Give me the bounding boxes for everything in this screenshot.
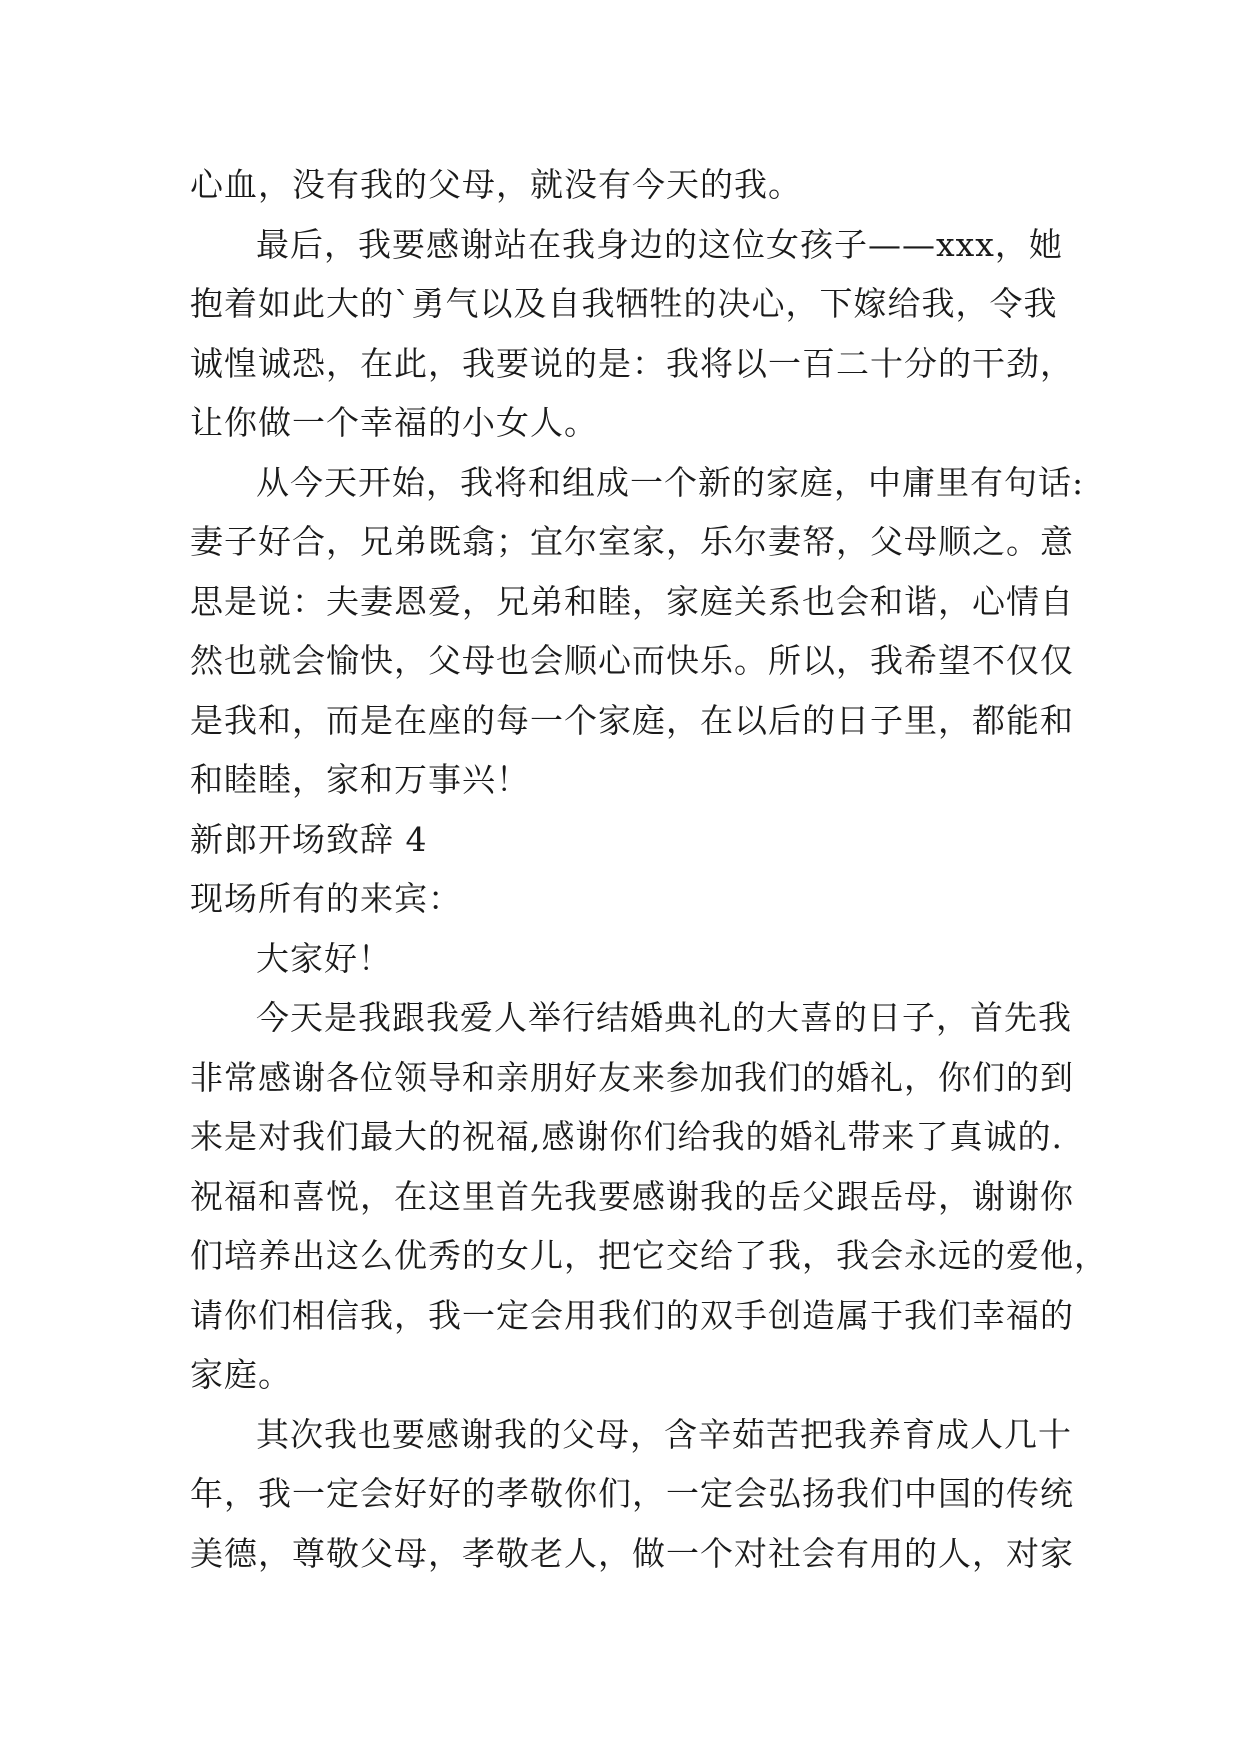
text-line: 是我和，而是在座的每一个家庭，在以后的日子里，都能和	[190, 700, 1074, 740]
salutation: 现场所有的来宾：	[190, 879, 462, 918]
text-line: 来是对我们最大的祝福,感谢你们给我的婚礼带来了真诚的.	[190, 1117, 1063, 1156]
text-line: 和睦睦，家和万事兴！	[190, 760, 530, 799]
text-line: 从今天开始，我将和组成一个新的家庭，中庸里有句话:	[256, 462, 1085, 502]
text-line: 抱着如此大的`勇气以及自我牺牲的决心，下嫁给我，令我	[190, 284, 1058, 323]
text-line: 年，我一定会好好的孝敬你们，一定会弘扬我们中国的传统	[190, 1474, 1074, 1513]
text-line: 们培养出这么优秀的女儿，把它交给了我，我会永远的爱他，	[190, 1236, 1108, 1275]
document-body	[190, 155, 1108, 1583]
text-line: 祝福和喜悦，在这里首先我要感谢我的岳父跟岳母，谢谢你	[190, 1176, 1074, 1216]
text-line: 让你做一个幸福的小女人。	[190, 403, 598, 442]
text-line: 今天是我跟我爱人举行结婚典礼的大喜的日子，首先我	[256, 998, 1072, 1037]
text-line: 请你们相信我，我一定会用我们的双手创造属于我们幸福的	[190, 1295, 1074, 1335]
text-line: 其次我也要感谢我的父母，含辛茹苦把我养育成人几十	[256, 1414, 1072, 1454]
text-line: 美德，尊敬父母，孝敬老人，做一个对社会有用的人，对家	[190, 1533, 1074, 1573]
section-heading: 新郎开场致辞 4	[190, 819, 428, 859]
text-line: 诚惶诚恐，在此，我要说的是：我将以一百二十分的干劲，	[190, 343, 1074, 383]
text-line: 心血，没有我的父母，就没有今天的我。	[190, 165, 802, 204]
text-line: 然也就会愉快，父母也会顺心而快乐。所以，我希望不仅仅	[190, 641, 1074, 680]
text-line: 思是说：夫妻恩爱，兄弟和睦，家庭关系也会和谐，心情自	[190, 581, 1074, 621]
greeting: 大家好！	[256, 938, 392, 978]
text-line: 非常感谢各位领导和亲朋好友来参加我们的婚礼，你们的到	[190, 1057, 1074, 1097]
text-line: 最后，我要感谢站在我身边的这位女孩子——xxx，她	[256, 224, 1063, 264]
text-line: 妻子好合，兄弟既翕；宜尔室家，乐尔妻帑，父母顺之。意	[190, 522, 1074, 561]
text-line: 家庭。	[190, 1355, 292, 1394]
